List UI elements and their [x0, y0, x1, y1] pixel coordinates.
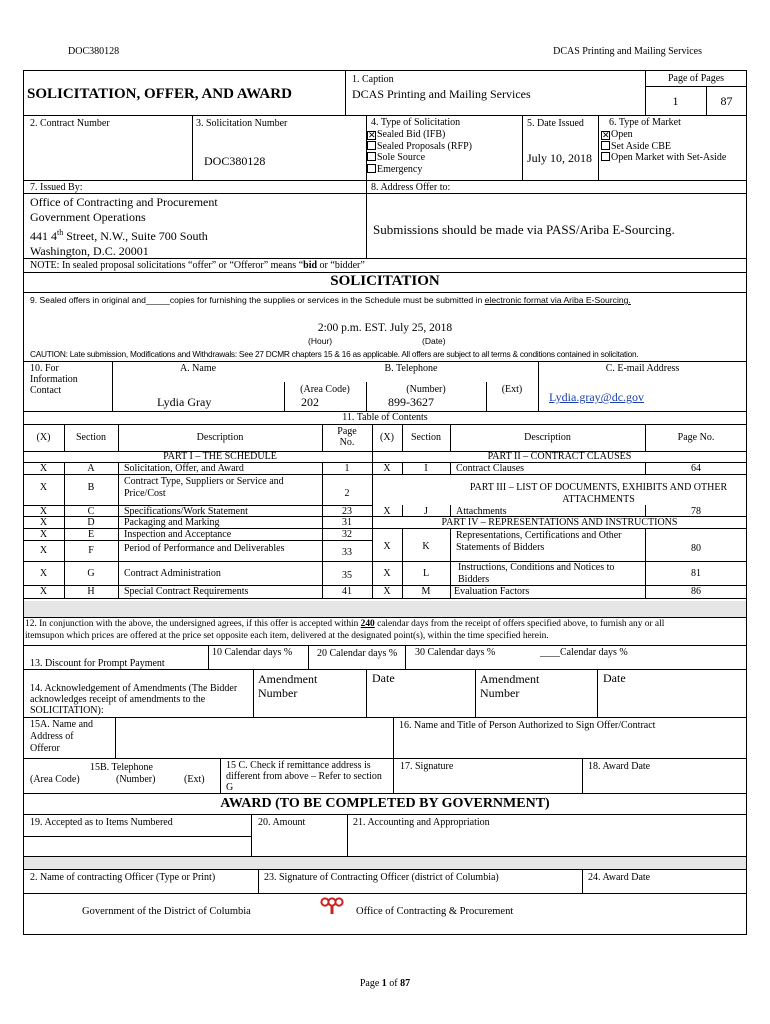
page-current: 1 [672, 94, 679, 108]
toc-x-mark: X [39, 506, 48, 517]
toc-section-letter: K [422, 541, 430, 552]
toc-x-mark: X [383, 586, 391, 597]
toc-col-page: Page No. [337, 426, 357, 448]
form-title: SOLICITATION, OFFER, AND AWARD [27, 86, 292, 102]
checkbox-checked-icon[interactable]: ✕ [368, 130, 376, 140]
ext-label: (Ext) [501, 384, 523, 395]
toc-description: Contract Type, Suppliers or Service and Price/Cost [124, 476, 284, 499]
checkbox-icon[interactable] [367, 141, 376, 150]
date-label: (Date) [422, 336, 446, 346]
separator-band [24, 601, 746, 617]
toc-description: Special Contract Requirements [124, 586, 249, 597]
checkbox-checked-icon[interactable]: ✕ [602, 130, 610, 140]
area-code-value: 202 [301, 395, 319, 409]
toc-x-mark: X [39, 568, 48, 579]
page-footer: Page 1 of 87 [359, 978, 411, 989]
toc-col-page-no: Page No. [677, 432, 715, 443]
toc-x-mark: X [39, 463, 48, 474]
contact-name-label: A. Name [179, 363, 217, 374]
toc-description: Specifications/Work Statement [124, 506, 248, 517]
amendment-date-header: Date [372, 671, 395, 685]
toc-x-mark: X [383, 463, 391, 474]
toc-page: 41 [342, 586, 352, 597]
separator-band [24, 856, 746, 869]
telephone-15b-ext: (Ext) [184, 774, 205, 785]
address-offer-label: 8. Address Offer to: [371, 182, 451, 193]
solicitation-heading: SOLICITATION [330, 273, 440, 289]
toc-x-mark: X [383, 568, 391, 579]
toc-section-letter: A [87, 463, 95, 474]
type-of-market-label: 6. Type of Market [609, 117, 681, 128]
telephone-label: B. Telephone [384, 363, 438, 374]
solicitation-number-value: DOC380128 [204, 154, 266, 168]
offeror-label: 15A. Name and Address of Offeror [30, 719, 94, 754]
amount-label: 20. Amount [258, 817, 306, 828]
toc-section-letter: M [421, 586, 431, 597]
toc-x-mark: X [383, 541, 391, 552]
item-12-text-line-2: itemsupon which prices are offered at the price set opposite each item, delivered at the designated point(s), within the time specified herein. [25, 631, 549, 641]
market-type-open[interactable]: ✕Open [602, 129, 633, 140]
caution-text: CAUTION: Late submission, Modifications and Withdrawals: See 27 DCMR chapters 15 & 16 as applicable. All offers are subject to all terms & conditions contained in solicitation. [30, 349, 639, 359]
toc-col-section-right: Section [411, 432, 441, 443]
toc-section-letter: L [422, 568, 430, 579]
solicitation-number-label: 3. Solicitation Number [196, 118, 288, 129]
toc-col-description: Description [196, 432, 244, 443]
header-doc-id: DOC380128 [68, 46, 120, 57]
header-service-title: DCAS Printing and Mailing Services [553, 46, 702, 57]
toc-part-1: PART I – THE SCHEDULE [163, 451, 277, 462]
caption-value: DCAS Printing and Mailing Services [352, 87, 531, 101]
amendment-number-header: Amendment Number [258, 672, 318, 700]
toc-section-letter: I [424, 463, 428, 474]
discount-20-days[interactable]: 20 Calendar days % [317, 648, 398, 659]
officer-signature-label: 23. Signature of Contracting Officer (district of Columbia) [264, 872, 499, 883]
item-9-link: electronic format via Ariba E-Sourcing. [484, 295, 631, 305]
item-9-text: 9. Sealed offers in original and_____copies for furnishing the supplies or services in the Schedule must be submitted in electronic format via Ariba E-Sourcing. [30, 295, 631, 305]
contact-name-value: Lydia Gray [157, 395, 212, 409]
checkbox-icon[interactable] [601, 141, 610, 150]
award-date-label-24: 24. Award Date [588, 872, 651, 883]
discount-10-days[interactable]: 10 Calendar days % [212, 647, 293, 658]
issued-by-address [30, 195, 218, 259]
amendment-date-header-2: Date [603, 671, 626, 685]
area-code-label: (Area Code) [300, 384, 350, 395]
toc-page: 32 [342, 529, 352, 540]
toc-col-x: (X) [36, 432, 51, 443]
telephone-15b-area-code: (Area Code) [30, 774, 80, 785]
toc-x-mark: X [39, 545, 48, 556]
sealed-proposal-note: NOTE: In sealed proposal solicitations “offer” or “Offeror” means “bid or “bidder” [30, 260, 365, 271]
checkbox-icon[interactable] [601, 152, 610, 161]
issued-by-line: Office of Contracting and Procurement [30, 195, 218, 209]
toc-col-x-right: (X) [380, 432, 394, 443]
email-label: C. E-mail Address [605, 363, 680, 374]
market-type-open-set-aside[interactable]: Open Market with Set-Aside [601, 152, 726, 164]
contract-number-label: 2. Contract Number [30, 118, 110, 129]
issued-by-line: Government Operations [30, 210, 146, 224]
due-time: 2:00 p.m. EST. July 25, 2018 [317, 322, 453, 334]
telephone-15b-number: (Number) [116, 774, 156, 785]
toc-page: 86 [691, 586, 701, 597]
solicitation-type-emergency[interactable]: Emergency [367, 164, 472, 176]
toc-page: 2 [344, 488, 350, 499]
page-of-pages-label: Page of Pages [667, 73, 725, 84]
issued-by-city: Washington, D.C. 20001 [30, 244, 149, 258]
toc-page: 78 [691, 506, 701, 517]
checkbox-icon[interactable] [367, 152, 376, 161]
toc-x-mark: X [39, 482, 48, 493]
telephone-15b-label: 15B. Telephone [90, 762, 153, 773]
footer-government: Government of the District of Columbia [82, 906, 251, 917]
toc-page: 64 [691, 463, 701, 474]
discount-label: 13. Discount for Prompt Payment [30, 658, 165, 669]
toc-col-section: Section [76, 432, 106, 443]
checkbox-icon[interactable] [367, 164, 376, 173]
remittance-label: 15 C. Check if remittance address is different from above – Refer to section G [226, 760, 382, 793]
page-total: 87 [720, 94, 733, 108]
ocp-logo-icon [320, 897, 344, 915]
award-heading: AWARD (TO BE COMPLETED BY GOVERNMENT) [220, 796, 550, 811]
toc-section-letter: G [87, 568, 95, 579]
amendment-number-header-2: Amendment Number [480, 672, 540, 700]
toc-page: 33 [342, 547, 352, 558]
market-type-list [601, 129, 726, 164]
toc-section-letter: H [87, 586, 95, 597]
toc-page: 81 [691, 568, 701, 579]
toc-title: 11. Table of Contents [342, 412, 428, 423]
toc-section-letter: D [87, 517, 95, 528]
officer-name-label: 2. Name of contracting Officer (Type or Print) [30, 872, 216, 883]
toc-part-4: PART IV – REPRESENTATIONS AND INSTRUCTIONS [441, 517, 678, 528]
award-date-label-18: 18. Award Date [588, 761, 651, 772]
toc-page: 23 [342, 506, 352, 517]
issued-by-street: 441 4th Street, N.W., Suite 700 South [30, 228, 208, 243]
toc-section-letter: C [87, 506, 95, 517]
authorized-person-label: 16. Name and Title of Person Authorized to Sign Offer/Contract [399, 720, 656, 731]
toc-x-mark: X [39, 529, 48, 540]
info-contact-label: 10. For Information Contact [30, 363, 78, 396]
discount-30-days[interactable]: 30 Calendar days % [415, 647, 496, 658]
toc-page: 31 [342, 517, 352, 528]
toc-col-description-right: Description [524, 432, 571, 443]
item-12-text: 12. In conjunction with the above, the undersigned agrees, if this offer is accepted within 240 calendar days from the receipt of offers specified above, to furnish any or all [25, 619, 665, 629]
toc-page: 80 [691, 543, 701, 554]
market-type-set-aside-cbe[interactable]: Set Aside CBE [601, 141, 726, 153]
hour-label: (Hour) [308, 336, 333, 346]
toc-x-mark: X [39, 517, 48, 528]
toc-page: 1 [344, 463, 350, 474]
number-label: (Number) [406, 384, 446, 395]
issued-by-label: 7. Issued By: [30, 182, 83, 193]
solicitation-type-sole-source[interactable]: Sole Source [367, 152, 472, 164]
caption-label: 1. Caption [352, 74, 394, 85]
signature-label: 17. Signature [400, 761, 454, 772]
toc-description: Contract Clauses [456, 463, 525, 474]
toc-x-mark: X [39, 586, 48, 597]
toc-description: Packaging and Marking [124, 517, 220, 528]
toc-description: Inspection and Acceptance [124, 529, 232, 540]
address-offer-value: Submissions should be made via PASS/Ariba E-Sourcing. [373, 222, 675, 237]
number-value: 899-3627 [388, 395, 434, 409]
toc-description: Period of Performance and Deliverables [124, 543, 285, 554]
toc-part-3: PART III – LIST OF DOCUMENTS, EXHIBITS AND OTHER ATTACHMENTS [469, 482, 728, 505]
accounting-label: 21. Accounting and Appropriation [353, 817, 490, 828]
toc-part-2: PART II – CONTRACT CLAUSES [487, 451, 632, 462]
toc-description: Representations, Certifications and Other Statements of Bidders [456, 530, 622, 553]
discount-other-days[interactable]: ____Calendar days % [540, 647, 628, 658]
solicitation-type-list [367, 129, 472, 175]
toc-description: Evaluation Factors [454, 586, 530, 597]
amendment-ack-label: 14. Acknowledgement of Amendments (The Bidder acknowledges receipt of amendments to the SOLICITATION): [30, 683, 238, 716]
toc-x-mark: X [383, 506, 391, 517]
solicitation-type-sealed-proposals[interactable]: Sealed Proposals (RFP) [367, 141, 472, 153]
footer-ocp: Office of Contracting & Procurement [356, 906, 514, 917]
toc-page: 35 [342, 570, 352, 581]
toc-section-letter: B [87, 482, 95, 493]
date-issued-label: 5. Date Issued [527, 118, 584, 129]
toc-section-letter: F [88, 545, 94, 556]
type-of-solicitation-label: 4. Type of Solicitation [371, 117, 461, 128]
solicitation-type-sealed-bid[interactable]: ✕Sealed Bid (IFB) [368, 129, 446, 140]
toc-description: Solicitation, Offer, and Award [124, 463, 244, 474]
email-link[interactable]: Lydia.gray@dc.gov [549, 390, 645, 404]
toc-description: Contract Administration [124, 568, 221, 579]
accepted-items-label: 19. Accepted as to Items Numbered [30, 817, 173, 828]
date-issued-value: July 10, 2018 [527, 151, 593, 165]
toc-description: Attachments [456, 506, 507, 517]
toc-section-letter: J [424, 506, 428, 517]
toc-section-letter: E [87, 529, 95, 540]
toc-description: Instructions, Conditions and Notices to Bidders [458, 562, 615, 585]
